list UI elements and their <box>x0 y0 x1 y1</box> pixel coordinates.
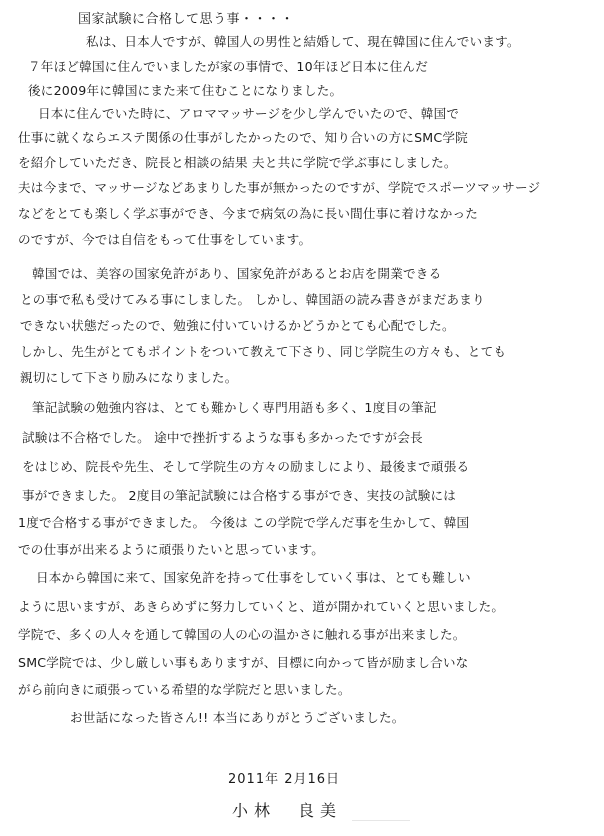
letter-line: お世話になった皆さん!! 本当にありがとうございました。 <box>70 710 405 725</box>
faint-mark <box>352 798 410 821</box>
letter-line: での仕事が出来るように頑張りたいと思っています。 <box>18 542 325 557</box>
letter-line: 試験は不合格でした。 途中で挫折するような事も多かったですが会長 <box>22 430 423 445</box>
letter-signature: 小林 良美 <box>232 801 343 820</box>
letter-line: できない状態だったので、勉強に付いていけるかどうかとても心配でした。 <box>20 318 455 333</box>
letter-line: 事ができました。 2度目の筆記試験には合格する事ができ、実技の試験には <box>22 488 457 503</box>
letter-line: 日本から韓国に来て、国家免許を持って仕事をしていく事は、とても難しい <box>36 570 471 585</box>
letter-line: などをとても楽しく学ぶ事ができ、今まで病気の為に長い間仕事に着けなかった <box>18 206 479 221</box>
letter-line: ７年ほど韓国に住んでいましたが家の事情で、10年ほど日本に住んだ <box>28 59 428 74</box>
letter-line: 夫は今まで、マッサージなどあまりした事が無かったのですが、学院でスポーツマッサージ <box>18 180 541 195</box>
letter-line: SMC学院では、少し厳しい事もありますが、目標に向かって皆が励まし合いな <box>18 655 469 670</box>
letter-line: のですが、今では自信をもって仕事をしています。 <box>18 232 312 247</box>
letter-line: との事で私も受けてみる事にしました。 しかし、韓国語の読み書きがまだあまり <box>20 292 485 307</box>
letter-line: がら前向きに頑張っている希望的な学院だと思いました。 <box>18 682 351 697</box>
letter-line: を紹介していただき、院長と相談の結果 夫と共に学院で学ぶ事にしました。 <box>18 155 457 170</box>
letter-line: 後に2009年に韓国にまた来て住むことになりました。 <box>28 83 343 98</box>
letter-title: 国家試験に合格して思う事・・・・ <box>78 12 295 27</box>
letter-line: 筆記試験の勉強内容は、とても難かしく専門用語も多く、1度目の筆記 <box>32 400 437 415</box>
letter-line: 学院で、多くの人々を通して韓国の人の心の温かさに触れる事が出来ました。 <box>18 627 466 642</box>
letter-line: 親切にして下さり励みになりました。 <box>20 370 238 385</box>
letter-line: 1度で合格する事ができました。 今後は この学院で学んだ事を生かして、韓国 <box>18 515 470 530</box>
letter-line: をはじめ、院長や先生、そして学院生の方々の励ましにより、最後まで頑張る <box>22 459 470 474</box>
letter-line: 私は、日本人ですが、韓国人の男性と結婚して、現在韓国に住んでいます。 <box>86 34 520 49</box>
letter-line: ように思いますが、あきらめずに努力していくと、道が開かれていくと思いました。 <box>18 599 505 614</box>
letter-line: 日本に住んでいた時に、アロママッサージを少し学んでいたので、韓国で <box>38 106 460 121</box>
letter-line: 韓国では、美容の国家免許があり、国家免許があるとお店を開業できる <box>32 266 442 281</box>
letter-line: しかし、先生がとてもポイントをついて教えて下さり、同じ学院生の方々も、とても <box>20 344 507 359</box>
letter-date: 2011年 2月16日 <box>228 772 341 787</box>
letter-line: 仕事に就くならエステ関係の仕事がしたかったので、知り合いの方にSMC学院 <box>18 130 468 145</box>
